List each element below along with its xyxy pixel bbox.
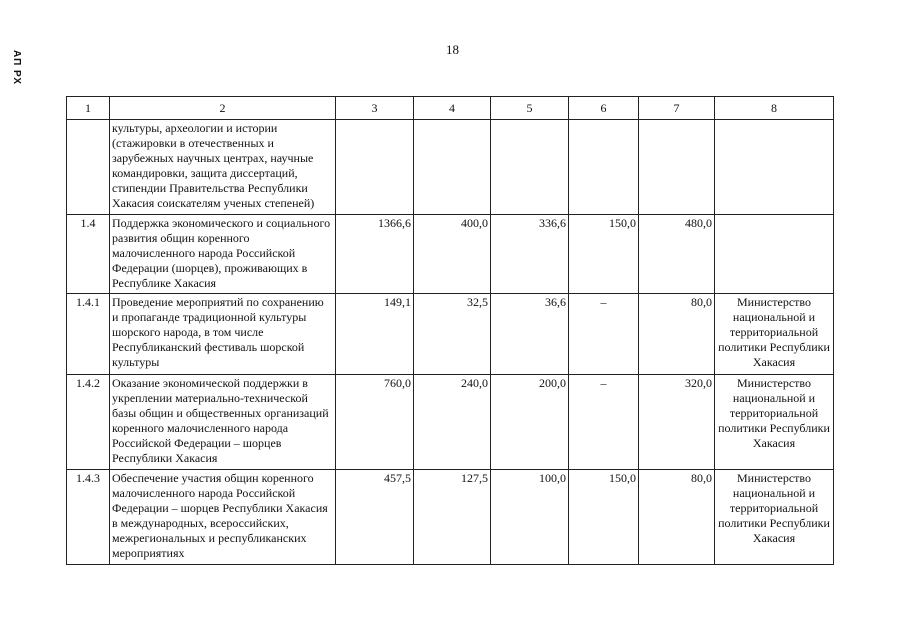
value-cell: [639, 120, 715, 215]
value-cell: 320,0: [639, 375, 715, 470]
value-cell: 336,6: [491, 215, 569, 294]
header-cell: 6: [569, 97, 639, 120]
program-table: [66, 96, 834, 565]
page-number: 18: [446, 42, 459, 57]
table-row: [67, 375, 834, 470]
header-cell: 1: [67, 97, 110, 120]
value-cell: 480,0: [639, 215, 715, 294]
value-cell: 80,0: [639, 294, 715, 375]
header-cell: 3: [336, 97, 414, 120]
row-description: Оказание экономической поддержки в укреплении материально-технической базы общин и общественных организаций коренного малочисленного народа Российской Федерации – шорцев Республики Хакасия: [110, 375, 336, 470]
header-row: [67, 97, 834, 120]
row-number: 1.4: [67, 215, 110, 294]
header-cell: 7: [639, 97, 715, 120]
value-cell: 36,6: [491, 294, 569, 375]
value-cell: –: [569, 375, 639, 470]
value-cell: 400,0: [414, 215, 491, 294]
value-cell: 32,5: [414, 294, 491, 375]
value-cell: 760,0: [336, 375, 414, 470]
value-cell: [414, 120, 491, 215]
table-row: [67, 120, 834, 215]
executor-cell: Министерство национальной и территориальной политики Республики Хакасия: [715, 294, 834, 375]
executor-cell: Министерство национальной и территориальной политики Республики Хакасия: [715, 470, 834, 565]
table-row: [67, 215, 834, 294]
executor-cell: Министерство национальной и территориальной политики Республики Хакасия: [715, 375, 834, 470]
table-row: [67, 470, 834, 565]
value-cell: 200,0: [491, 375, 569, 470]
header-cell: 2: [110, 97, 336, 120]
value-cell: [569, 120, 639, 215]
executor-cell: [715, 120, 834, 215]
value-cell: 127,5: [414, 470, 491, 565]
value-cell: [336, 120, 414, 215]
value-cell: 1366,6: [336, 215, 414, 294]
side-margin-mark: АП РХ: [11, 50, 22, 86]
row-description: Обеспечение участия общин коренного малочисленного народа Российской Федерации – шорцев Республики Хакасия в международных, всероссийских, межрегиональных и республиканских мероприятиях: [110, 470, 336, 565]
value-cell: 150,0: [569, 470, 639, 565]
value-cell: –: [569, 294, 639, 375]
row-number: 1.4.3: [67, 470, 110, 565]
value-cell: 240,0: [414, 375, 491, 470]
value-cell: 149,1: [336, 294, 414, 375]
row-number: [67, 120, 110, 215]
header-cell: 5: [491, 97, 569, 120]
value-cell: 100,0: [491, 470, 569, 565]
value-cell: 150,0: [569, 215, 639, 294]
header-cell: 4: [414, 97, 491, 120]
executor-cell: [715, 215, 834, 294]
row-description: Проведение мероприятий по сохранению и пропаганде традиционной культуры шорского народа, в том числе Республиканский фестиваль шорской культуры: [110, 294, 336, 375]
row-number: 1.4.1: [67, 294, 110, 375]
value-cell: 80,0: [639, 470, 715, 565]
table-row: [67, 294, 834, 375]
header-cell: 8: [715, 97, 834, 120]
row-number: 1.4.2: [67, 375, 110, 470]
value-cell: [491, 120, 569, 215]
row-description: Поддержка экономического и социального развития общин коренного малочисленного народа Российской Федерации (шорцев), проживающих в Республике Хакасия: [110, 215, 336, 294]
value-cell: 457,5: [336, 470, 414, 565]
row-description: культуры, археологии и истории (стажировки в отечественных и зарубежных научных центрах, научные командировки, защита диссертаций, стипендии Правительства Республики Хакасия соискателям ученых степеней): [110, 120, 336, 215]
